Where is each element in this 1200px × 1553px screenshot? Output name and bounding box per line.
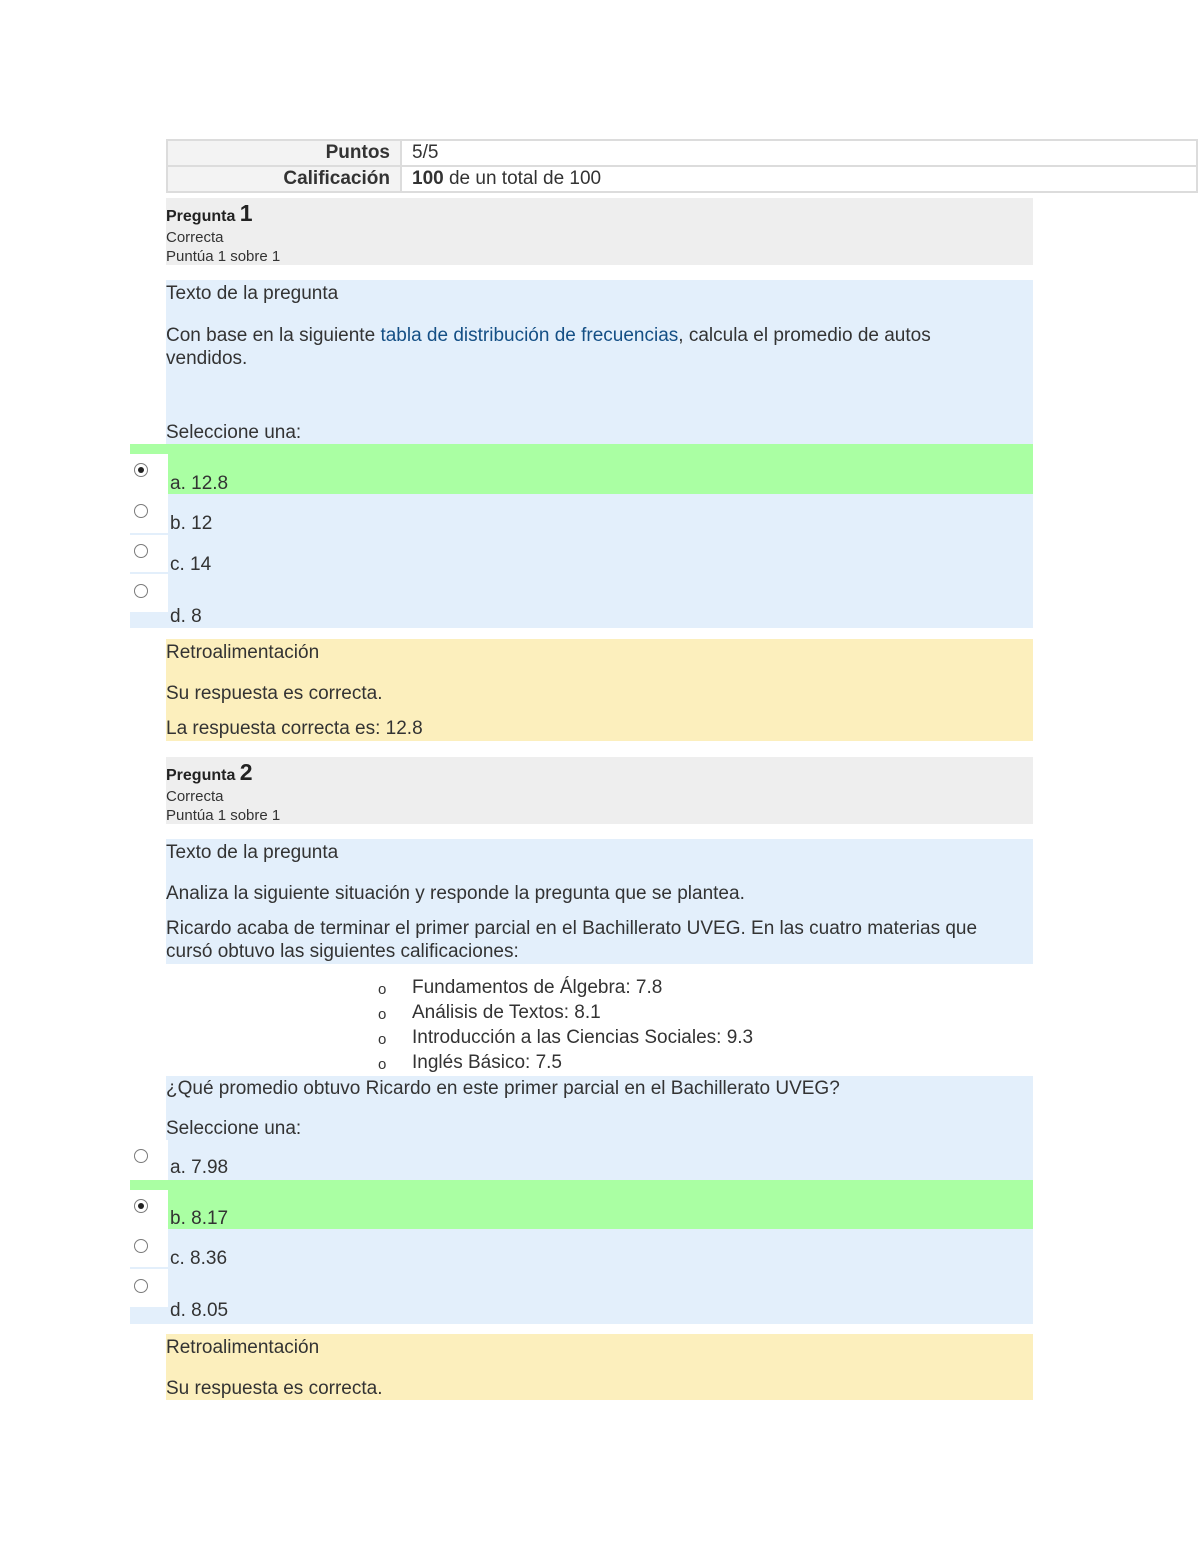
question-2-status: Correcta [166,788,224,805]
question-1-text-block [166,280,1033,445]
list-item [378,1000,1010,1025]
radio-empty-icon[interactable] [134,504,148,518]
list-item-text: Análisis de Textos: 8.1 [412,1002,601,1023]
question-2-option-d[interactable] [130,1269,1033,1324]
question-2-option-d-label: d. 8.05 [170,1300,229,1321]
summary-table [166,139,1198,193]
question-2-option-a[interactable] [130,1140,1033,1180]
question-1-option-a-label: a. 12.8 [170,473,229,494]
question-1-feedback-answer: La respuesta correcta es: 12.8 [166,718,423,739]
question-1-feedback-heading: Retroalimentación [166,642,320,663]
radio-empty-icon[interactable] [134,544,148,558]
question-1-number: 1 [239,200,253,226]
grade-bold: 100 [412,168,444,189]
list-item [378,975,1010,1000]
question-2-title: Pregunta [166,767,236,784]
radio-empty-icon[interactable] [134,1279,148,1293]
grade-value [401,166,1197,192]
list-item-text: Inglés Básico: 7.5 [412,1052,562,1073]
question-1-option-d[interactable] [130,574,1033,628]
question-2-intro: Analiza la siguiente situación y responde la pregunta que se plantea. [166,883,745,904]
question-2-option-c[interactable] [130,1229,1033,1269]
points-value: 5/5 [401,140,1197,166]
radio-empty-icon[interactable] [134,1149,148,1163]
bullet-icon: o [378,981,387,998]
question-1-prompt-pre: Con base en la siguiente [166,325,381,346]
radio-empty-icon[interactable] [134,1239,148,1253]
question-1-option-c[interactable] [130,534,1033,574]
question-2-score: Puntúa 1 sobre 1 [166,807,281,824]
question-2-option-c-label: c. 8.36 [170,1248,228,1269]
question-1-option-c-label: c. 14 [170,554,212,575]
question-2-text-heading: Texto de la pregunta [166,842,339,863]
bullet-icon: o [378,1031,387,1048]
points-row [167,140,1197,166]
question-2-scenario: Ricardo acaba de terminar el primer parcial en el Bachillerato UVEG. En las cuatro materias que cursó obtuvo las siguientes calificaciones: [166,918,978,962]
question-1-select-label: Seleccione una: [166,422,302,443]
question-1-options-rest [130,494,1033,628]
question-1-option-a[interactable] [130,444,1033,494]
list-item [378,1050,1010,1075]
question-2-number: 2 [239,759,253,785]
list-item-text: Fundamentos de Álgebra: 7.8 [412,977,663,998]
question-1-text-heading: Texto de la pregunta [166,283,339,304]
question-1-score: Puntúa 1 sobre 1 [166,248,281,265]
bullet-icon: o [378,1056,387,1073]
question-2-feedback-heading: Retroalimentación [166,1337,320,1358]
question-1-option-b-label: b. 12 [170,513,213,534]
points-label: Puntos [167,140,401,166]
radio-selected-icon[interactable] [134,463,148,477]
question-2-option-a-label: a. 7.98 [170,1157,229,1178]
question-2-feedback [166,1334,1033,1400]
question-1-header [166,198,1033,265]
list-item-text: Introducción a las Ciencias Sociales: 9.3 [412,1027,754,1048]
frequency-table-link[interactable]: tabla de distribución de frecuencias [380,325,679,346]
question-1-prompt-post: , calcula el promedio de autos vendidos. [166,325,931,369]
question-1-option-d-label: d. 8 [170,606,202,627]
question-2-option-b[interactable] [130,1180,1033,1229]
question-1-option-b[interactable] [130,494,1033,534]
grade-label: Calificación [167,166,401,192]
grade-rest: de un total de 100 [443,168,602,189]
list-item [378,1025,1010,1050]
radio-empty-icon[interactable] [134,584,148,598]
grade-row [167,166,1197,192]
question-2-select-label: Seleccione una: [166,1118,302,1139]
subjects-list [378,964,1010,1076]
question-1-status: Correcta [166,229,224,246]
radio-selected-icon[interactable] [134,1199,148,1213]
question-2-options-rest [130,1229,1033,1324]
question-2-feedback-result: Su respuesta es correcta. [166,1378,383,1399]
question-1-prompt [166,324,1016,370]
question-1-title: Pregunta [166,208,236,225]
question-2-option-b-label: b. 8.17 [170,1208,229,1229]
question-1-feedback-result: Su respuesta es correcta. [166,683,383,704]
question-2-header [166,757,1033,824]
question-2-question: ¿Qué promedio obtuvo Ricardo en este primer parcial en el Bachillerato UVEG? [166,1078,840,1099]
question-1-feedback [166,639,1033,741]
question-2-text-block [166,839,1033,964]
bullet-icon: o [378,1006,387,1023]
